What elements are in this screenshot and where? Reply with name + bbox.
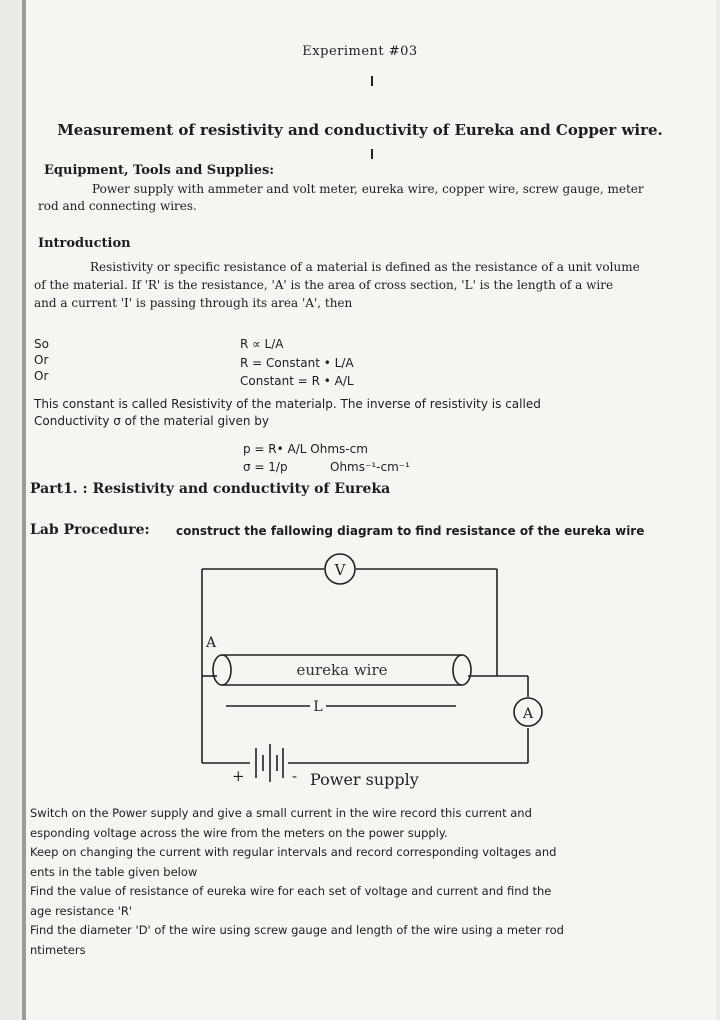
lab-procedure-label: Lab Procedure:	[30, 522, 150, 538]
rho-formula: p = R• A/L Ohms-cm	[243, 442, 368, 456]
sigma-unit: Ohms⁻¹-cm⁻¹	[330, 460, 410, 474]
so-label: So	[34, 337, 49, 351]
introduction-line-2: of the material. If 'R' is the resistance, 'A' is the area of cross section, 'L' is the length of a wire	[34, 278, 614, 292]
end-label: A	[206, 635, 217, 651]
equation-1: R ∝ L/A	[240, 337, 284, 351]
equation-3: Constant = R • A/L	[240, 374, 354, 388]
equipment-heading: Equipment, Tools and Supplies:	[44, 163, 275, 178]
step-line-8: ntimeters	[30, 942, 86, 957]
lab-procedure-text: construct the fallowing diagram to find resistance of the eureka wire	[176, 524, 645, 538]
battery-plus: +	[232, 767, 245, 785]
resistivity-text-2: Conductivity σ of the material given by	[34, 414, 270, 428]
resistivity-text-1: This constant is called Resistivity of the materialp. The inverse of resistivity is called	[34, 397, 541, 411]
step-line-6: age resistance 'R'	[30, 903, 133, 918]
step-line-5: Find the value of resistance of eureka wire for each set of voltage and current and find the	[30, 884, 552, 898]
ammeter-icon: A	[522, 706, 534, 722]
battery-minus: -	[292, 767, 298, 785]
introduction-heading: Introduction	[38, 236, 131, 251]
step-line-3: Keep on changing the current with regular intervals and record corresponding voltages and	[30, 845, 557, 859]
step-line-2: esponding voltage across the wire from the meters on the power supply.	[30, 825, 448, 840]
equipment-line-1: Power supply with ammeter and volt meter, eureka wire, copper wire, screw gauge, meter	[92, 182, 644, 196]
or-label-2: Or	[34, 369, 49, 383]
equation-2: R = Constant • L/A	[240, 356, 354, 370]
sigma-formula: σ = 1/p	[243, 460, 288, 474]
experiment-number: Experiment #03	[302, 44, 418, 59]
power-supply-label: Power supply	[310, 770, 419, 789]
page-title: Measurement of resistivity and conductivity of Eureka and Copper wire.	[57, 121, 663, 139]
introduction-line-3: and a current 'I' is passing through its area 'A', then	[34, 296, 353, 310]
procedure-steps	[30, 804, 564, 960]
introduction-line-1: Resistivity or specific resistance of a material is defined as the resistance of a unit volume	[90, 260, 640, 274]
voltmeter-icon: V	[334, 561, 346, 579]
step-line-4: ents in the table given below	[30, 864, 198, 879]
part1-heading: Part1. : Resistivity and conductivity of Eureka	[30, 481, 391, 497]
wire-label: eureka wire	[296, 661, 388, 679]
rod-end-left	[213, 655, 231, 685]
step-line-1: Switch on the Power supply and give a small current in the wire record this current and	[30, 806, 532, 820]
rod-end-right	[453, 655, 471, 685]
or-label-1: Or	[34, 353, 49, 367]
length-label: L	[313, 699, 323, 715]
step-line-7: Find the diameter 'D' of the wire using screw gauge and length of the wire using a meter rod	[30, 923, 564, 937]
equipment-line-2: rod and connecting wires.	[38, 199, 197, 213]
